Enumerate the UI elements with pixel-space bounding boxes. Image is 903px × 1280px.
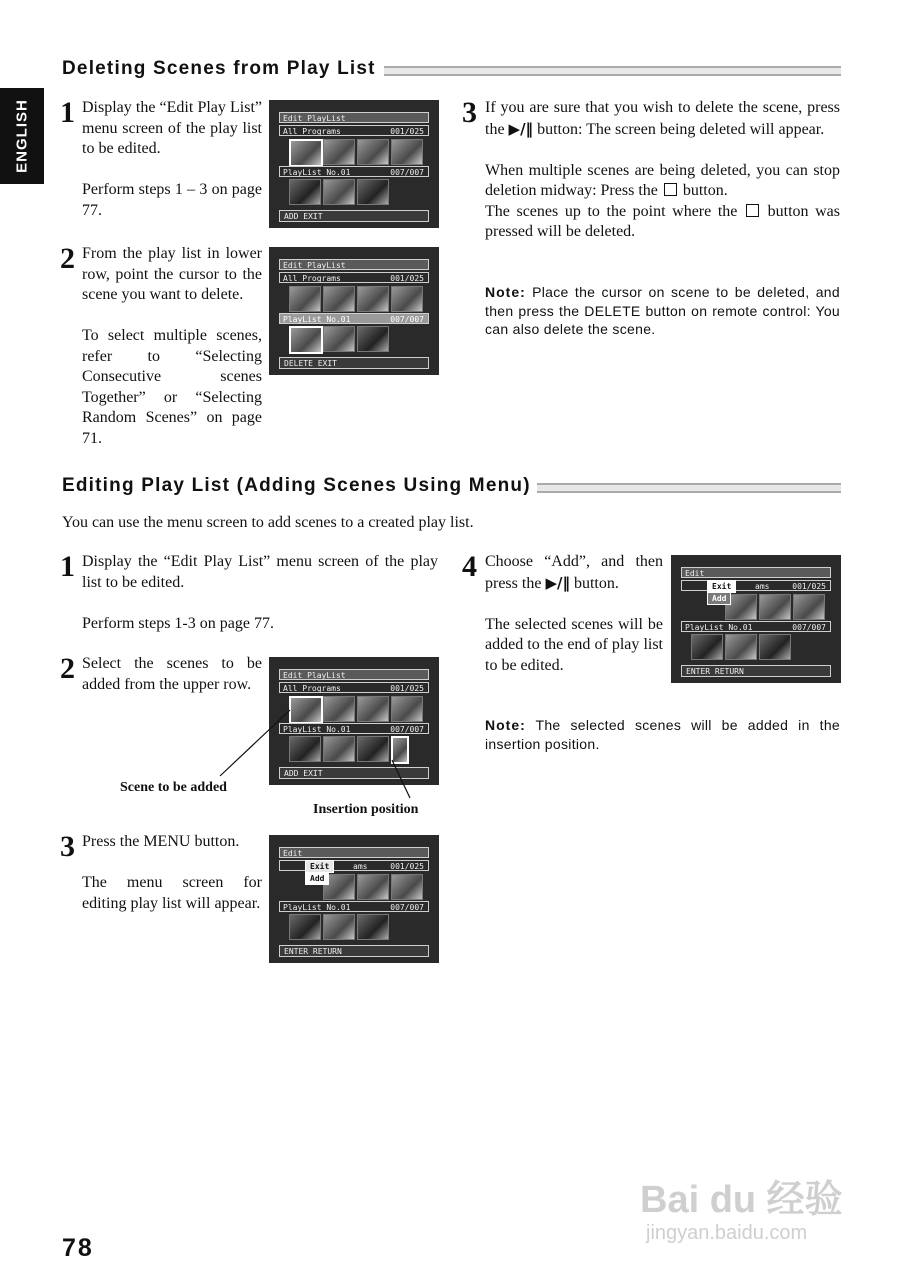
playlist-count: 007/007 — [390, 903, 424, 912]
step-number: 3 — [60, 830, 75, 863]
step-text — [82, 832, 262, 935]
step-paragraph: The selected scenes will be added to the end of play list to be edited. — [485, 615, 663, 674]
step-paragraph: Press the MENU button. — [82, 833, 240, 850]
playlist-label: PlayList No.01 — [283, 725, 351, 734]
step-text — [485, 552, 663, 697]
scene-thumbnail — [289, 914, 321, 940]
scene-thumbnail — [691, 634, 723, 660]
screen-footer: ENTER RETURN — [279, 945, 429, 957]
screen-playlist-bar — [681, 621, 831, 632]
scene-thumbnail — [357, 914, 389, 940]
screen-title: Edit PlayList — [279, 669, 429, 680]
menu-item-add[interactable]: Add — [305, 872, 329, 885]
note-label: Note: — [485, 284, 526, 300]
playlist-label: PlayList No.01 — [283, 168, 351, 177]
lcd-screen-add-selected — [671, 555, 841, 683]
thumbnail-row — [685, 634, 831, 659]
screen-footer: ENTER RETURN — [681, 665, 831, 677]
playlist-label: PlayList No.01 — [685, 623, 753, 632]
text-run: button. — [573, 574, 619, 592]
play-pause-icon: ▶/‖ — [508, 119, 534, 138]
scene-thumbnail — [759, 634, 791, 660]
programs-partial-label: ams — [353, 862, 368, 871]
step-paragraph: Display the “Edit Play List” menu screen of the play list to be edited. — [82, 553, 438, 591]
step-paragraph: Perform steps 1 – 3 on page 77. — [82, 181, 262, 219]
screen-programs-bar — [279, 860, 429, 871]
callout-line-scene — [220, 710, 290, 776]
step-number: 1 — [60, 96, 75, 129]
step-number: 3 — [462, 96, 477, 129]
text-run: The scenes up to the point where the — [485, 202, 738, 220]
caption-insertion-position: Insertion position — [313, 802, 419, 817]
scene-thumbnail — [323, 914, 355, 940]
playlist-count: 007/007 — [390, 315, 424, 324]
note — [485, 716, 840, 753]
programs-partial-label: ams — [755, 582, 770, 591]
step-paragraph: From the play list in lower row, point the cursor to the scene you want to delete. — [82, 245, 262, 303]
screen-footer: ADD EXIT — [279, 210, 429, 222]
screen-playlist-bar — [279, 901, 429, 912]
section-title-editing: Editing Play List (Adding Scenes Using Menu) — [62, 475, 531, 496]
play-pause-icon: ▶/‖ — [545, 573, 570, 592]
text-run: Choose “Add”, and then press the — [485, 553, 663, 592]
page-number: 78 — [62, 1234, 94, 1262]
playlist-count: 007/007 — [390, 168, 424, 177]
scene-thumbnail — [357, 874, 389, 900]
screen-footer: DELETE EXIT — [279, 357, 429, 369]
menu-item-exit[interactable]: Exit — [305, 860, 334, 873]
all-programs-label: All Programs — [283, 274, 341, 283]
playlist-label: PlayList No.01 — [283, 315, 351, 324]
playlist-count: 007/007 — [792, 623, 826, 632]
note-label: Note: — [485, 717, 526, 733]
programs-count: 001/025 — [792, 582, 826, 591]
screen-programs-bar — [681, 580, 831, 591]
text-run: button: The screen being deleted will appear. — [537, 120, 825, 138]
watermark-url: jingyan.baidu.com — [646, 1222, 808, 1244]
note-text: Place the cursor on scene to be deleted, and then press the DELETE button on remote control: You can also delete the scene. — [485, 284, 840, 337]
text-run: If you are sure that you wish to delete the scene, press the — [485, 99, 840, 138]
scene-thumbnail — [793, 594, 825, 620]
screen-footer: ADD EXIT — [279, 767, 429, 779]
menu-item-add[interactable]: Add — [707, 592, 731, 605]
all-programs-label: All Programs — [283, 127, 341, 136]
screen-title: Edit PlayList — [279, 259, 429, 270]
playlist-count: 007/007 — [390, 725, 424, 734]
step-paragraph: To select multiple scenes, refer to “Selecting Consecutive scenes Together” or “Selecting Random Scenes” on page 71. — [82, 327, 262, 447]
programs-count: 001/025 — [390, 274, 424, 283]
screen-title: Edit — [279, 847, 429, 858]
step-number: 2 — [60, 242, 75, 275]
lcd-screen-edit-menu — [269, 835, 439, 963]
section-intro: You can use the menu screen to add scenes to a created play list. — [62, 514, 474, 531]
screen-title: Edit — [681, 567, 831, 578]
scene-thumbnail — [725, 634, 757, 660]
note-text: The selected scenes will be added in the insertion position. — [485, 717, 840, 752]
step-paragraph — [485, 552, 663, 594]
scene-thumbnail — [391, 874, 423, 900]
text-run: button was pressed will be deleted. — [485, 202, 841, 240]
programs-count: 001/025 — [390, 862, 424, 871]
watermark-brand: Bai du 经验 — [640, 1179, 843, 1221]
caption-scene-to-add: Scene to be added — [120, 780, 227, 795]
programs-count: 001/025 — [390, 127, 424, 136]
step-number: 1 — [60, 550, 75, 583]
scene-thumbnail — [759, 594, 791, 620]
step-number: 4 — [462, 550, 477, 583]
playlist-label: PlayList No.01 — [283, 903, 351, 912]
step-text: Select the scenes to be added from the upper row. — [82, 655, 262, 693]
screen-title: Edit PlayList — [279, 112, 429, 123]
menu-item-exit[interactable]: Exit — [707, 580, 736, 593]
language-tab-label: ENGLISH — [13, 99, 31, 173]
all-programs-label: All Programs — [283, 684, 341, 693]
section-title-deleting: Deleting Scenes from Play List — [62, 58, 376, 79]
thumbnail-row — [283, 914, 429, 939]
text-run: When multiple scenes are being deleted, you can stop deletion midway: Press the — [485, 161, 840, 199]
step-paragraph: Perform steps 1-3 on page 77. — [82, 614, 274, 632]
step-paragraph: Display the “Edit Play List” menu screen of the play list to be edited. — [82, 99, 262, 157]
callout-line-insertion — [392, 760, 410, 798]
step-number: 2 — [60, 652, 75, 685]
step-paragraph: The menu screen for editing play list will appear. — [82, 874, 262, 912]
text-run: button. — [682, 182, 728, 199]
programs-count: 001/025 — [390, 684, 424, 693]
